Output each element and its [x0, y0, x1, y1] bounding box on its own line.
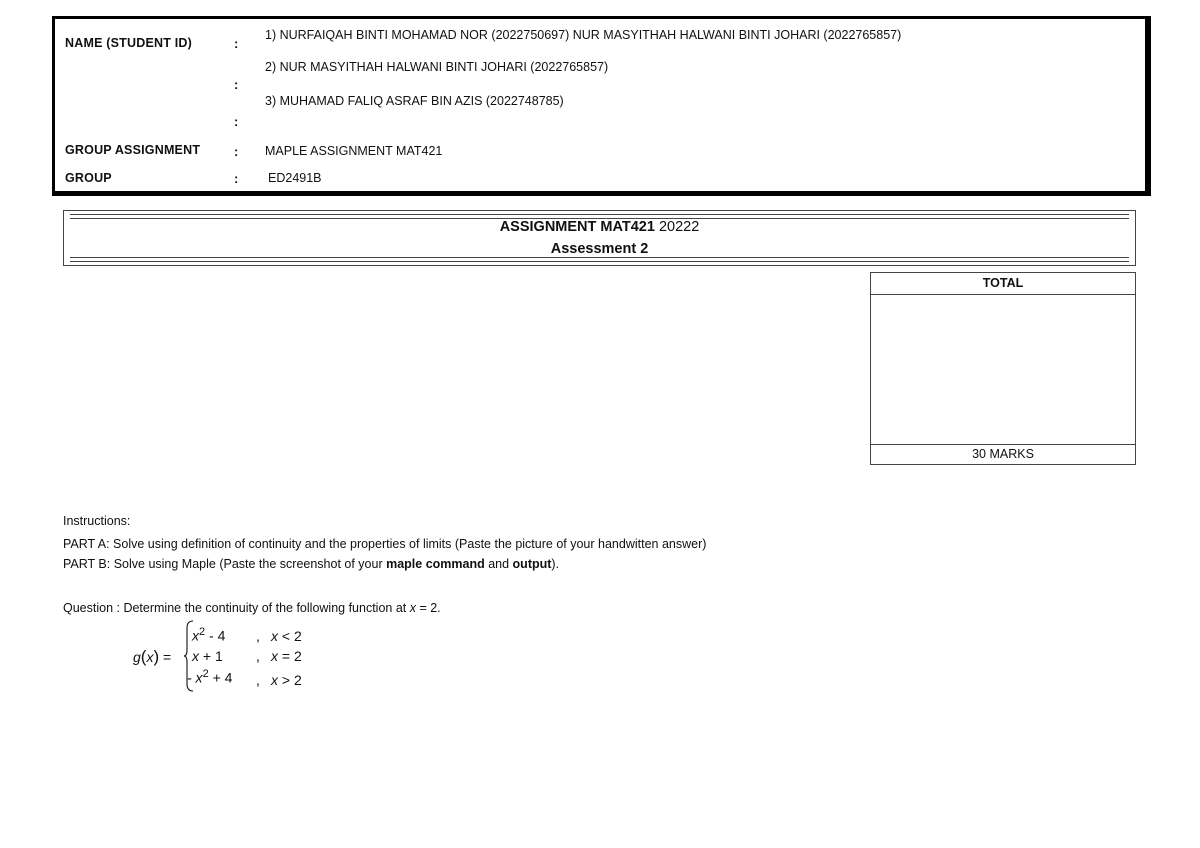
case-1-cond — [271, 628, 302, 644]
instructions-heading: Instructions: — [63, 514, 131, 528]
function-arg: x — [146, 649, 154, 665]
case-2-rest: + 1 — [199, 648, 223, 664]
case-2-cond-var: x — [271, 648, 278, 664]
question-var: x — [409, 601, 416, 615]
title-bottom-rule — [70, 257, 1129, 262]
case-2-cond-rel: = 2 — [278, 648, 302, 664]
function-name: g — [133, 649, 141, 665]
part-b-text-3: ). — [551, 557, 560, 571]
case-1-exp: 2 — [199, 626, 206, 638]
case-1-cond-var: x — [271, 628, 278, 644]
case-2-sep: , — [256, 648, 260, 664]
total-header: TOTAL — [871, 273, 1135, 295]
case-3-expr — [187, 668, 232, 686]
case-2-var: x — [192, 648, 199, 664]
case-3-sep: , — [256, 672, 260, 688]
case-2-expr — [192, 648, 223, 664]
case-3-exp: 2 — [202, 668, 209, 680]
assignment-label: GROUP ASSIGNMENT — [65, 143, 201, 157]
case-3-cond — [271, 672, 302, 688]
total-marks-box — [870, 272, 1136, 465]
instructions-part-a: PART A: Solve using definition of continuity and the properties of limits (Paste the picture of your handwitten answer) — [63, 537, 707, 551]
member-3: 3) MUHAMAD FALIQ ASRAF BIN AZIS (2022748785) — [265, 94, 564, 108]
case-1-var: x — [192, 627, 199, 644]
part-b-text-1: PART B: Solve using Maple (Paste the screenshot of your — [63, 557, 387, 571]
question-point: = 2. — [415, 601, 441, 615]
case-3-rest: + 4 — [208, 669, 233, 686]
question-prompt: Question : Determine the continuity of the following function at — [63, 601, 410, 615]
group-colon: : — [234, 171, 239, 186]
member-2: 2) NUR MASYITHAH HALWANI BINTI JOHARI (2022765857) — [265, 60, 609, 74]
title-subtitle: Assessment 2 — [550, 241, 649, 257]
name-label: NAME (STUDENT ID) — [65, 36, 193, 50]
group-value: ED2491B — [268, 171, 322, 185]
case-1-sep: , — [256, 628, 260, 644]
case-3-cond-var: x — [271, 672, 278, 688]
part-b-text-2: and — [484, 557, 513, 571]
total-footer: 30 MARKS — [871, 444, 1135, 464]
assignment-value: MAPLE ASSIGNMENT MAT421 — [265, 144, 443, 158]
title-session: 20222 — [658, 219, 700, 235]
title-course: ASSIGNMENT MAT421 — [499, 219, 655, 235]
instructions-part-b — [63, 557, 559, 571]
question-text — [63, 601, 441, 615]
assignment-colon: : — [234, 144, 239, 159]
case-1-rest: - 4 — [205, 627, 226, 644]
title-box — [63, 210, 1136, 266]
part-b-bold-2: output — [512, 557, 552, 571]
case-1-cond-rel: < 2 — [278, 628, 302, 644]
function-lhs: g(x) = — [133, 647, 172, 666]
title-main — [64, 219, 1135, 235]
student-info-box — [52, 16, 1151, 196]
case-1-expr — [192, 626, 225, 644]
part-b-bold-1: maple command — [386, 557, 485, 571]
case-3-var: - x — [187, 669, 203, 686]
name-colon-2: : — [234, 77, 239, 92]
name-colon: : — [234, 36, 239, 51]
group-label: GROUP — [65, 171, 112, 185]
name-colon-3: : — [234, 114, 239, 129]
member-1: 1) NURFAIQAH BINTI MOHAMAD NOR (2022750697) NUR MASYITHAH HALWANI BINTI JOHARI (2022765857) — [265, 28, 902, 42]
case-3-cond-rel: > 2 — [278, 672, 302, 688]
case-2-cond — [271, 648, 302, 664]
